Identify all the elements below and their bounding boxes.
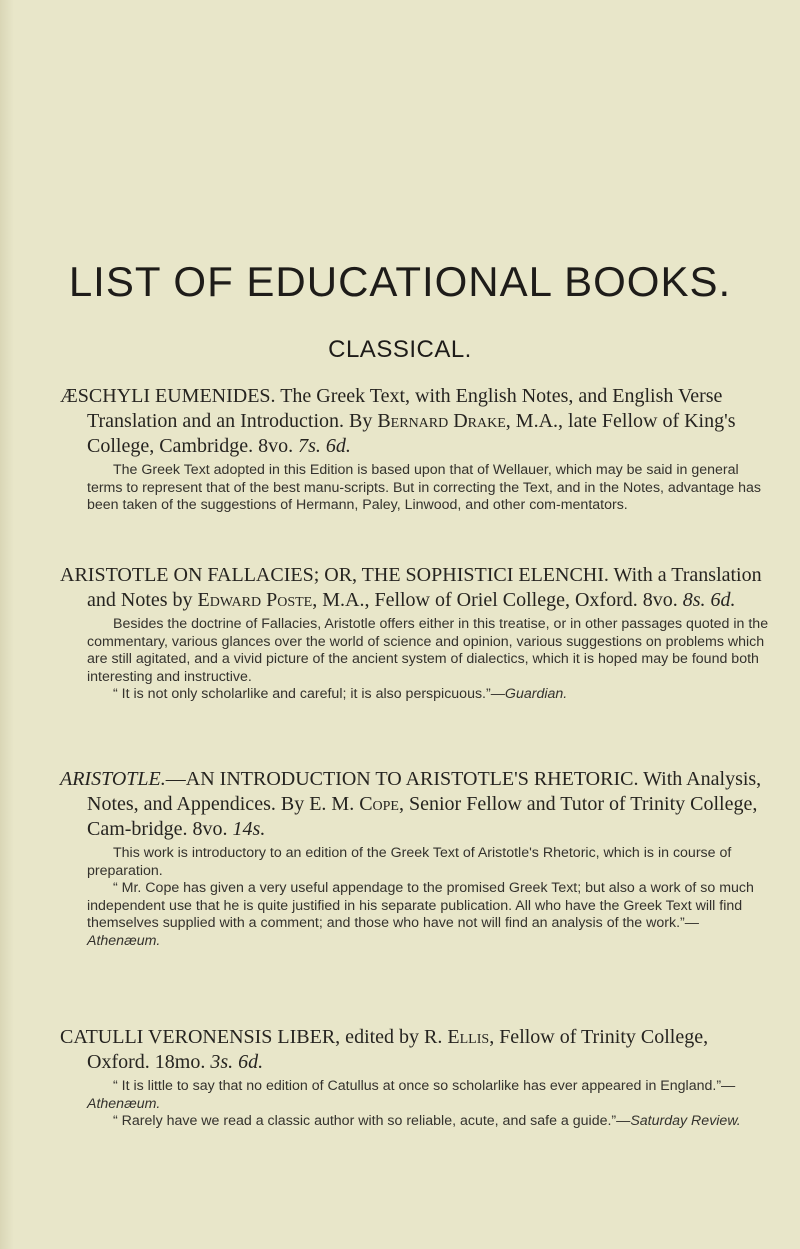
author-name: E. M. Cope: [309, 793, 399, 815]
description-paragraph: Besides the doctrine of Fallacies, Aristotle offers either in this treatise, or in other passages quoted in the commentary, various glances over the world of science and opinion, various suggestions on problems which are still agitated, and a vivid picture of the ancient system of dialectics, which it is hoped may be found both interesting and instructive.: [87, 616, 769, 685]
review-quote: “ Rarely have we read a classic author with so reliable, acute, and safe a guide.”—Saturday Review.: [113, 1113, 741, 1129]
description-paragraph: The Greek Text adopted in this Edition is based upon that of Wellauer, which may be said in general terms to represent that of the best manu-scripts. But in correcting the Text, and in the Notes, advantage has been taken of the suggestions of Hermann, Paley, Linwood, and other com-mentators.: [87, 462, 762, 513]
author-name: Ellis: [447, 1026, 490, 1048]
page-title: LIST OF EDUCATIONAL BOOKS.: [68, 258, 732, 305]
book-entry-aristotle-fallacies: [60, 563, 772, 704]
review-quote: “ It is not only scholarlike and careful; it is also perspicuous.”—Guardian.: [113, 686, 568, 702]
entry-heading: ARISTOTLE ON FALLACIES; OR, THE SOPHISTICI ELENCHI. With a Translation and Notes by Edward Poste, M.A., Fellow of Oriel College, Oxford. 8vo. 8s. 6d.: [60, 564, 762, 611]
book-entry-catulli: [60, 1025, 772, 1131]
quote-source: Athenæum.: [87, 1095, 161, 1112]
quote-source: Athenæum.: [87, 932, 161, 949]
price: 14s.: [232, 818, 266, 840]
entry-description: [60, 845, 772, 950]
book-entry-aristotle-rhetoric: [60, 767, 772, 950]
entry-heading: ÆSCHYLI EUMENIDES. The Greek Text, with English Notes, and English Verse Translation and an Introduction. By Bernard Drake, M.A., late Fellow of King's College, Cambridge. 8vo. 7s. 6d.: [60, 385, 736, 457]
entry-description: [60, 462, 772, 515]
page-edge: [0, 0, 14, 1249]
review-quote: “ It is little to say that no edition of Catullus at once so scholarlike has ever appeared in England.”—Athenæum.: [87, 1078, 736, 1112]
entry-heading: ARISTOTLE.—AN INTRODUCTION TO ARISTOTLE'S RHETORIC. With Analysis, Notes, and Appendices. By E. M. Cope, Senior Fellow and Tutor of Trinity College, Cam-bridge. 8vo. 14s.: [60, 768, 762, 840]
entry-heading: CATULLI VERONENSIS LIBER, edited by R. Ellis, Fellow of Trinity College, Oxford. 18mo. 3s. 6d.: [60, 1026, 709, 1073]
section-heading: CLASSICAL.: [328, 336, 472, 363]
review-quote: “ Mr. Cope has given a very useful appendage to the promised Greek Text; but also a work of so much independent use that he is quite justified in his separate publication. All who have the Greek Text will find themselves supplied with a comment; and those who have not will find an analysis of the work.”—Athenæum.: [87, 880, 754, 949]
quote-source: Saturday Review.: [630, 1113, 741, 1129]
price: 8s. 6d.: [682, 589, 736, 611]
author-name: Edward Poste: [197, 589, 313, 611]
quote-source: Guardian.: [504, 686, 568, 702]
book-entry-aeschyli: [60, 384, 772, 515]
description-paragraph: This work is introductory to an edition of the Greek Text of Aristotle's Rhetoric, which is in course of preparation.: [87, 845, 732, 879]
entry-description: [60, 616, 772, 704]
price: 3s. 6d.: [210, 1051, 264, 1073]
entry-description: [60, 1078, 772, 1131]
author-name: Bernard Drake: [377, 410, 506, 432]
price: 7s. 6d.: [298, 435, 351, 457]
